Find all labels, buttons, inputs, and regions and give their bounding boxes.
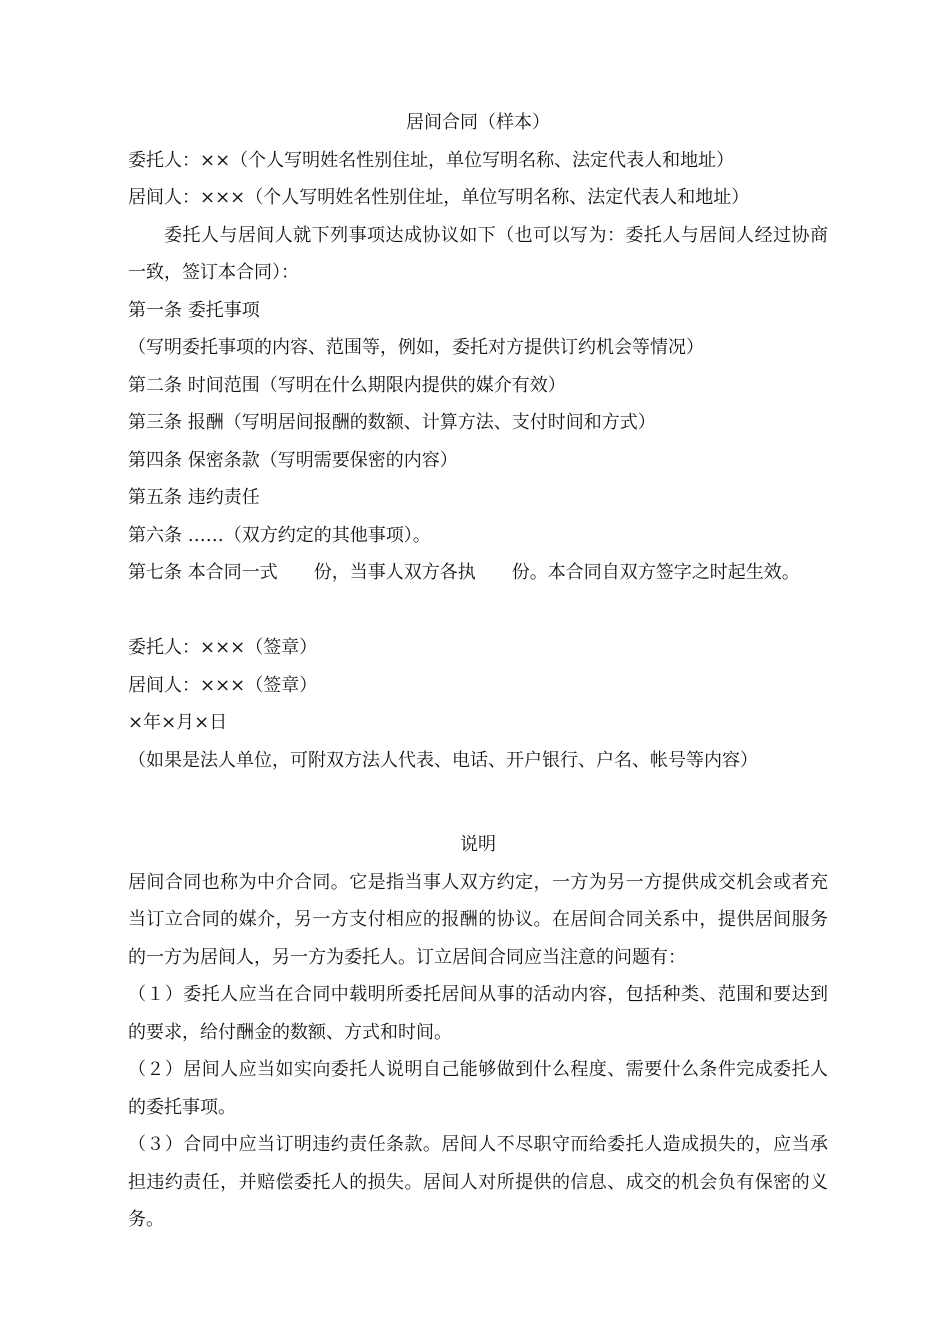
explanation-item-3: （３）合同中应当订明违约责任条款。居间人不尽职守而给委托人造成损失的，应当承担违约责任，并赔偿委托人的损失。居间人对所提供的信息、成交的机会负有保密的义务。 [128, 1134, 828, 1230]
signature-date: ×年×月×日 [128, 712, 228, 733]
spacer [128, 592, 828, 630]
article-7-part-c: 份。本合同自双方签字之时起生效。 [511, 562, 800, 583]
article-3: 第三条 报酬（写明居间报酬的数额、计算方法、支付时间和方式） [128, 412, 656, 433]
article-7-part-b: 份，当事人双方各执 [313, 562, 476, 583]
document-content [128, 104, 828, 1239]
article-1: 第一条 委托事项 [128, 299, 260, 321]
article-1-note: （写明委托事项的内容、范围等，例如，委托对方提供订约机会等情况） [128, 337, 704, 358]
explanation-intro: 居间合同也称为中介合同。它是指当事人双方约定，一方为另一方提供成交机会或者充当订立合同的媒介，另一方支付相应的报酬的协议。在居间合同关系中，提供居间服务的一方为居间人，另一方为委托人。订立居间合同应当注意的问题有： [128, 871, 828, 968]
principal-line: 委托人：××（个人写明姓名性别住址，单位写明名称、法定代表人和地址） [128, 149, 735, 171]
signature-intermediary: 居间人：×××（签章） [128, 674, 318, 696]
explanation-item-1: （１）委托人应当在合同中载明所委托居间从事的活动内容，包括种类、范围和要达到的要求，给付酬金的数额、方式和时间。 [128, 984, 828, 1043]
article-5: 第五条 违约责任 [128, 487, 260, 508]
spacer [128, 779, 828, 826]
intermediary-line: 居间人：×××（个人写明姓名性别住址，单位写明名称、法定代表人和地址） [128, 187, 750, 208]
article-7 [128, 554, 828, 592]
signature-principal: 委托人：×××（签章） [128, 637, 318, 658]
explanation-title: 说明 [460, 834, 496, 855]
article-2: 第二条 时间范围（写明在什么期限内提供的媒介有效） [128, 374, 566, 396]
article-4: 第四条 保密条款（写明需要保密的内容） [128, 449, 458, 471]
signature-note: （如果是法人单位，可附双方法人代表、电话、开户银行、户名、帐号等内容） [128, 749, 758, 771]
explanation-item-2: （２）居间人应当如实向委托人说明自己能够做到什么程度、需要什么条件完成委托人的委托事项。 [128, 1059, 828, 1118]
article-6: 第六条 ……（双方约定的其他事项）。 [128, 524, 431, 546]
article-7-part-a: 第七条 本合同一式 [128, 562, 278, 583]
preamble-paragraph: 委托人与居间人就下列事项达成协议如下（也可以写为：委托人与居间人经过协商一致，签订本合同）： [128, 224, 828, 283]
contract-title: 居间合同（样本） [406, 112, 550, 133]
